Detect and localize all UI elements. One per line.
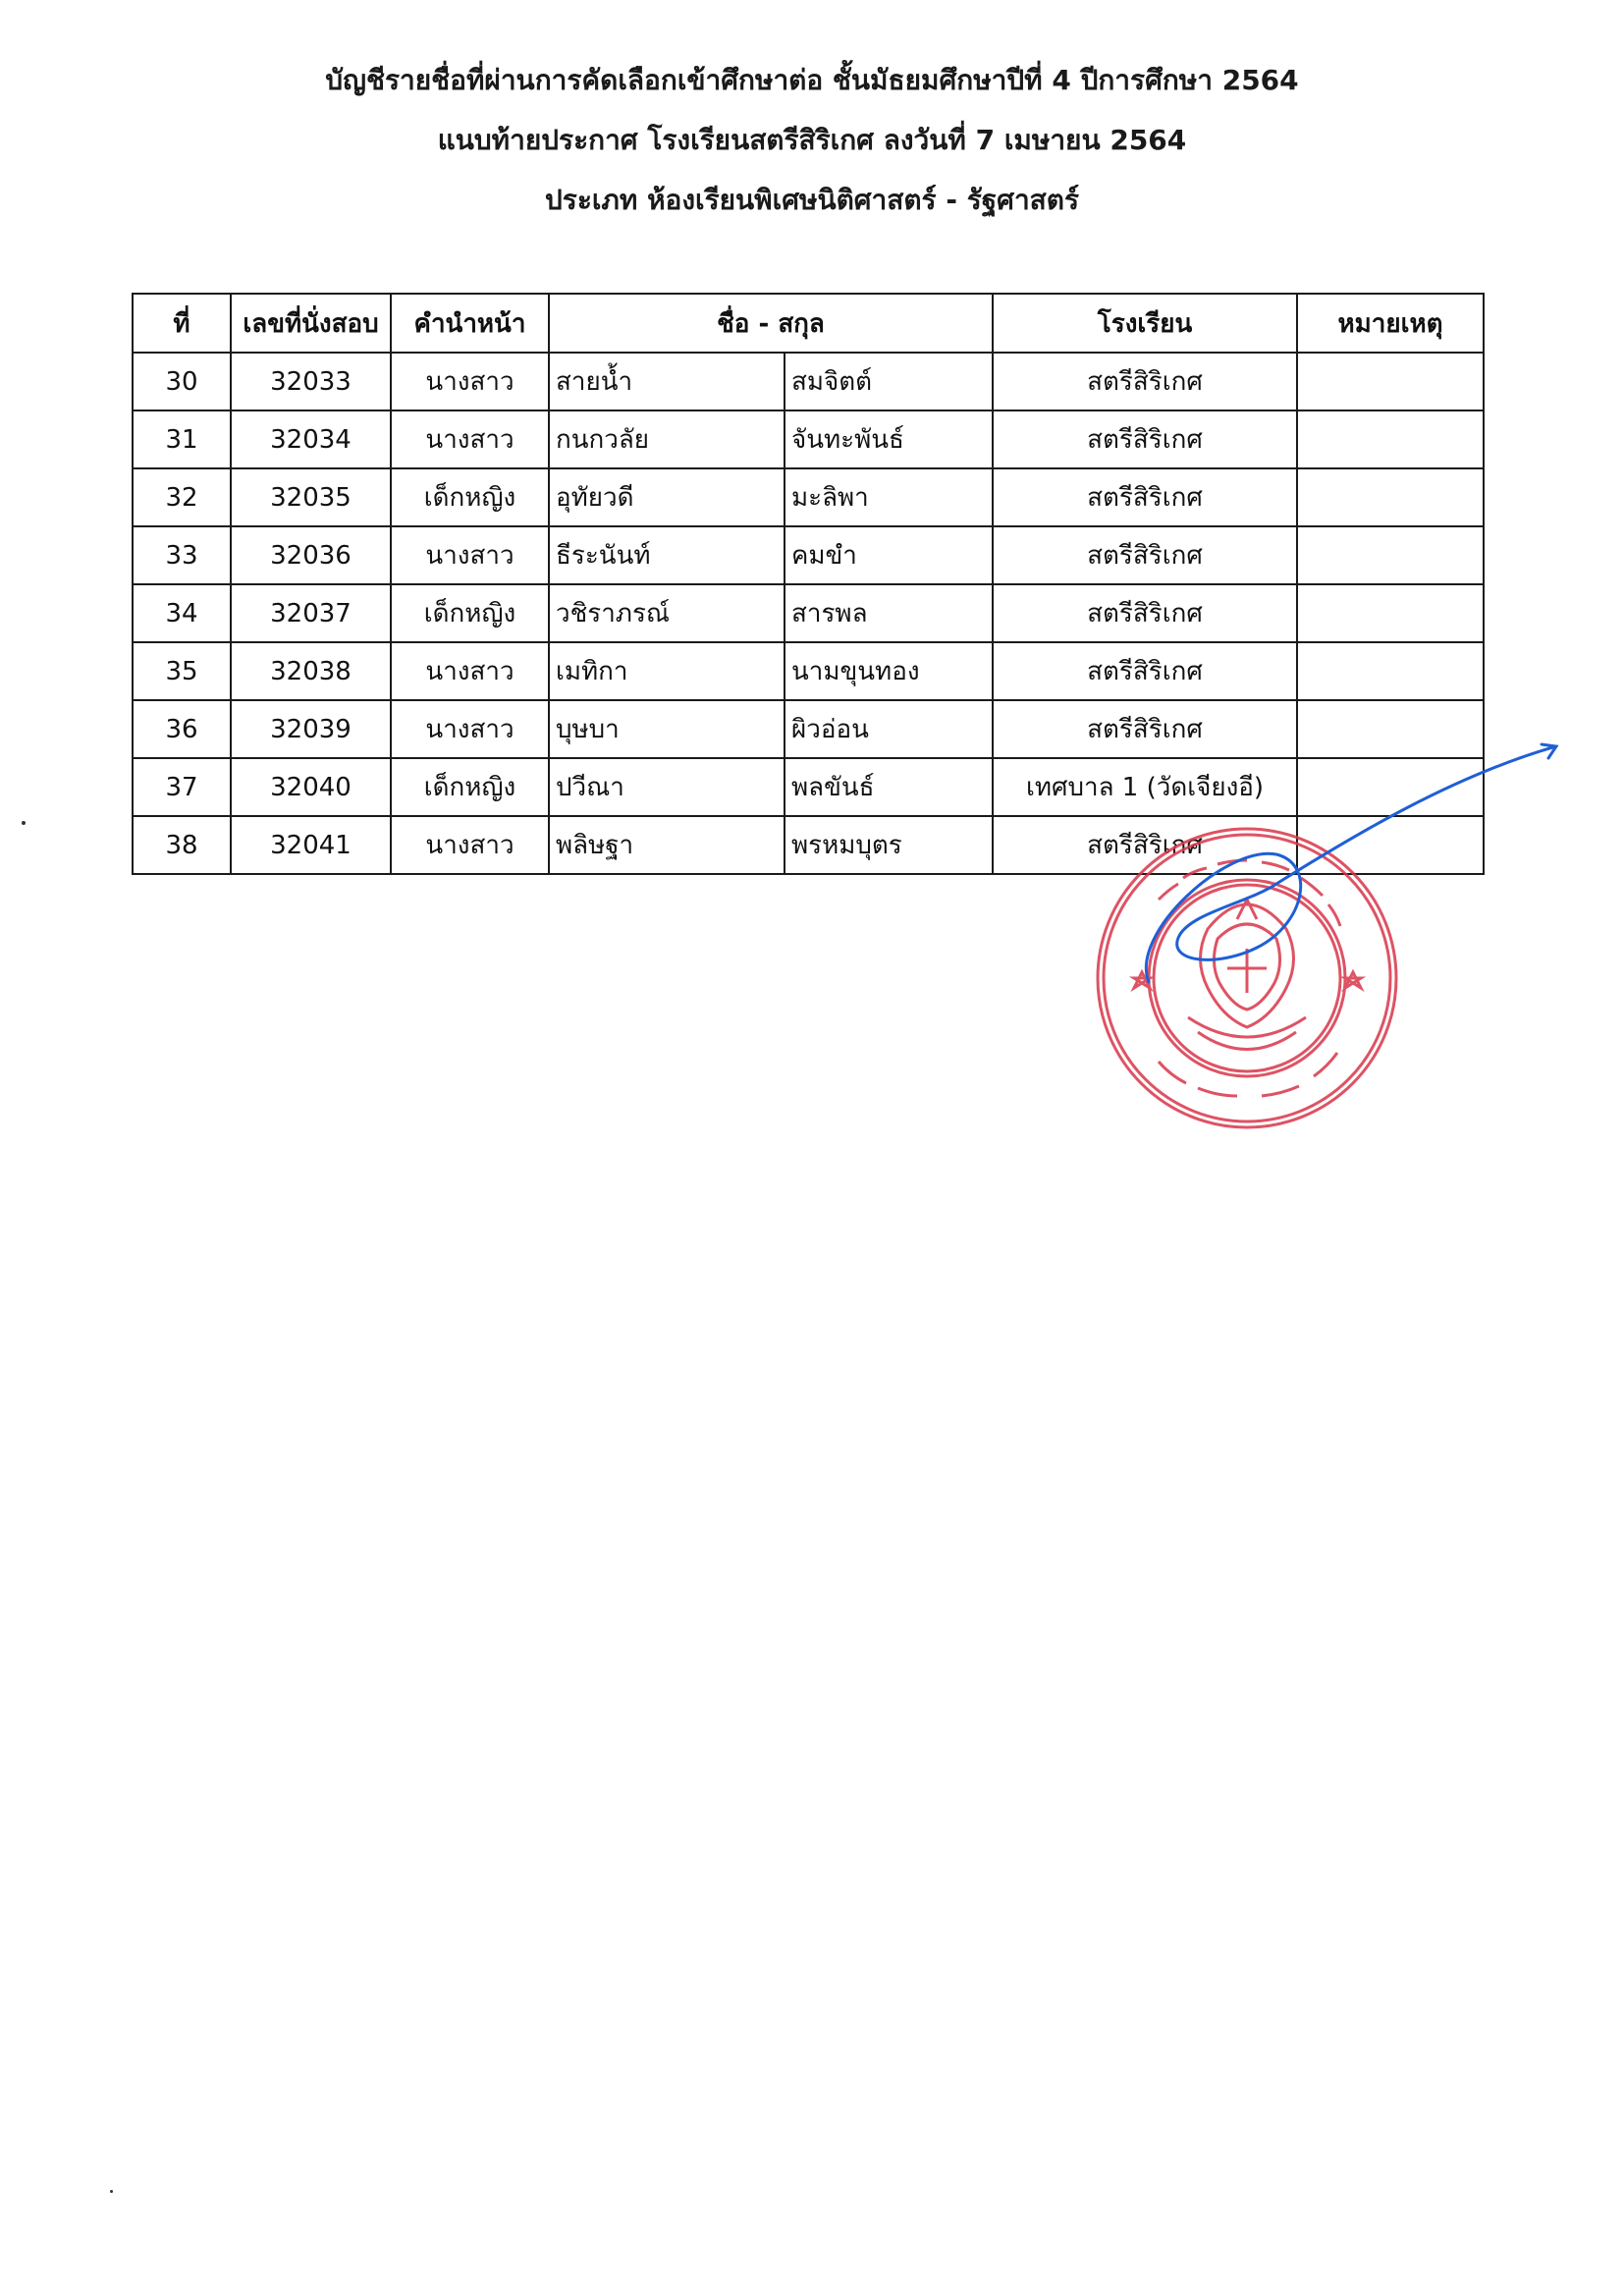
cell-first-name: เมทิกา bbox=[549, 642, 785, 700]
cell-seat: 32036 bbox=[231, 526, 391, 584]
cell-school: สตรีสิริเกศ bbox=[993, 526, 1297, 584]
table-row bbox=[133, 758, 1484, 816]
cell-school: สตรีสิริเกศ bbox=[993, 816, 1297, 874]
cell-school: สตรีสิริเกศ bbox=[993, 584, 1297, 642]
cell-remark bbox=[1297, 816, 1484, 874]
cell-seat: 32037 bbox=[231, 584, 391, 642]
cell-first-name: พลิษฐา bbox=[549, 816, 785, 874]
cell-prefix: นางสาว bbox=[391, 526, 549, 584]
table-row bbox=[133, 468, 1484, 526]
header-announcement: แนบท้ายประกาศ โรงเรียนสตรีสิริเกศ ลงวันที่ 7 เมษายน 2564 bbox=[437, 124, 1187, 156]
cell-last-name: จันทะพันธ์ bbox=[785, 410, 993, 468]
student-list-table bbox=[132, 293, 1485, 875]
cell-last-name: คมขำ bbox=[785, 526, 993, 584]
cell-prefix: นางสาว bbox=[391, 410, 549, 468]
cell-first-name: ธีระนันท์ bbox=[549, 526, 785, 584]
cell-last-name: สารพล bbox=[785, 584, 993, 642]
scan-speck bbox=[110, 2190, 113, 2193]
table-header-row bbox=[133, 294, 1484, 353]
cell-first-name: ปวีณา bbox=[549, 758, 785, 816]
cell-school: สตรีสิริเกศ bbox=[993, 642, 1297, 700]
col-header-seat: เลขที่นั่งสอบ bbox=[231, 294, 391, 353]
cell-seat: 32035 bbox=[231, 468, 391, 526]
cell-school: สตรีสิริเกศ bbox=[993, 468, 1297, 526]
cell-first-name: สายน้ำ bbox=[549, 353, 785, 410]
cell-remark bbox=[1297, 526, 1484, 584]
table-row bbox=[133, 410, 1484, 468]
cell-seat: 32033 bbox=[231, 353, 391, 410]
cell-no: 38 bbox=[133, 816, 231, 874]
cell-prefix: เด็กหญิง bbox=[391, 468, 549, 526]
cell-seat: 32041 bbox=[231, 816, 391, 874]
header-title: บัญชีรายชื่อที่ผ่านการคัดเลือกเข้าศึกษาต่อ ชั้นมัธยมศึกษาปีที่ 4 ปีการศึกษา 2564 bbox=[325, 64, 1299, 96]
cell-no: 33 bbox=[133, 526, 231, 584]
document-header bbox=[0, 65, 1624, 245]
cell-seat: 32034 bbox=[231, 410, 391, 468]
cell-last-name: พรหมบุตร bbox=[785, 816, 993, 874]
table-row bbox=[133, 700, 1484, 758]
cell-no: 37 bbox=[133, 758, 231, 816]
cell-school: สตรีสิริเกศ bbox=[993, 410, 1297, 468]
cell-remark bbox=[1297, 468, 1484, 526]
table-row bbox=[133, 816, 1484, 874]
col-header-school: โรงเรียน bbox=[993, 294, 1297, 353]
cell-last-name: พลขันธ์ bbox=[785, 758, 993, 816]
cell-no: 36 bbox=[133, 700, 231, 758]
cell-school: สตรีสิริเกศ bbox=[993, 353, 1297, 410]
table-row bbox=[133, 526, 1484, 584]
cell-prefix: นางสาว bbox=[391, 353, 549, 410]
cell-first-name: บุษบา bbox=[549, 700, 785, 758]
table-row bbox=[133, 353, 1484, 410]
cell-no: 34 bbox=[133, 584, 231, 642]
cell-last-name: นามขุนทอง bbox=[785, 642, 993, 700]
cell-prefix: นางสาว bbox=[391, 642, 549, 700]
cell-remark bbox=[1297, 584, 1484, 642]
cell-seat: 32039 bbox=[231, 700, 391, 758]
cell-remark bbox=[1297, 758, 1484, 816]
cell-remark bbox=[1297, 700, 1484, 758]
cell-no: 30 bbox=[133, 353, 231, 410]
cell-last-name: สมจิตต์ bbox=[785, 353, 993, 410]
cell-no: 32 bbox=[133, 468, 231, 526]
cell-school: สตรีสิริเกศ bbox=[993, 700, 1297, 758]
cell-first-name: วชิราภรณ์ bbox=[549, 584, 785, 642]
cell-prefix: นางสาว bbox=[391, 700, 549, 758]
scan-speck bbox=[22, 821, 26, 825]
cell-remark bbox=[1297, 353, 1484, 410]
cell-remark bbox=[1297, 642, 1484, 700]
col-header-remark: หมายเหตุ bbox=[1297, 294, 1484, 353]
cell-no: 35 bbox=[133, 642, 231, 700]
cell-no: 31 bbox=[133, 410, 231, 468]
col-header-no: ที่ bbox=[133, 294, 231, 353]
cell-first-name: กนกวลัย bbox=[549, 410, 785, 468]
cell-prefix: เด็กหญิง bbox=[391, 758, 549, 816]
cell-prefix: นางสาว bbox=[391, 816, 549, 874]
cell-first-name: อุทัยวดี bbox=[549, 468, 785, 526]
cell-seat: 32040 bbox=[231, 758, 391, 816]
table-body bbox=[133, 353, 1484, 874]
cell-seat: 32038 bbox=[231, 642, 391, 700]
col-header-name: ชื่อ - สกุล bbox=[549, 294, 993, 353]
cell-last-name: มะลิพา bbox=[785, 468, 993, 526]
cell-remark bbox=[1297, 410, 1484, 468]
table-row bbox=[133, 584, 1484, 642]
cell-last-name: ผิวอ่อน bbox=[785, 700, 993, 758]
header-category: ประเภท ห้องเรียนพิเศษนิติศาสตร์ - รัฐศาสตร์ bbox=[545, 184, 1079, 216]
col-header-prefix: คำนำหน้า bbox=[391, 294, 549, 353]
cell-prefix: เด็กหญิง bbox=[391, 584, 549, 642]
cell-school: เทศบาล 1 (วัดเจียงอี) bbox=[993, 758, 1297, 816]
table-row bbox=[133, 642, 1484, 700]
